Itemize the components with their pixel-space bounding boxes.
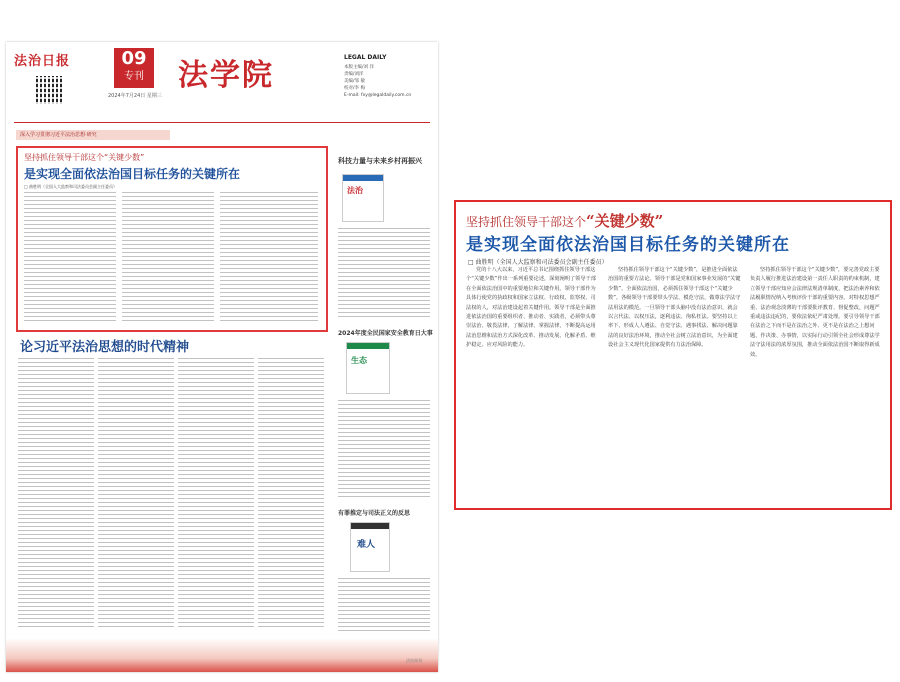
editor-line: 责编/刘洋	[344, 72, 364, 77]
second-headline: 论习近平法治思想的时代精神	[20, 340, 190, 355]
book-cover-image	[350, 522, 390, 572]
issue-number: 09	[121, 48, 147, 69]
zoomed-article-panel	[454, 200, 892, 510]
thumb-label: 法治	[347, 186, 363, 195]
zoom-subtitle-emphasis: “关键少数”	[586, 212, 664, 230]
text-column	[122, 192, 214, 324]
lead-article-box[interactable]	[16, 146, 328, 332]
editors-list	[344, 64, 411, 99]
text-column	[338, 578, 430, 632]
lead-author: □ 曲胜明（全国人大监察和司法委员会副主任委员）	[24, 184, 118, 189]
zoom-subtitle-prefix: 坚持抓住领导干部这个	[466, 215, 587, 229]
thumb-label: 难人	[357, 540, 376, 550]
editor-line: 校对/李 梅	[344, 86, 365, 91]
editor-line: 美编/邹 敏	[344, 79, 365, 84]
newspaper-page	[6, 42, 438, 672]
issue-date: 2024年7月24日 星期三	[108, 93, 162, 99]
section-kicker: 深入学习贯彻习近平法治思想·研究	[16, 130, 170, 140]
text-column	[178, 358, 254, 628]
decorative-red-band	[6, 638, 438, 672]
issue-label: 专刊	[124, 71, 144, 82]
english-title: LEGAL DAILY	[344, 54, 387, 61]
right-item-title: 2024年度全民国家安全教育日大事	[338, 330, 433, 337]
right-item-title: 科技力量与未来乡村再振兴	[338, 157, 422, 165]
divider	[14, 122, 430, 123]
text-column	[98, 358, 174, 628]
lead-subtitle: 坚持抓住领导干部这个“关键少数”	[24, 153, 145, 162]
thumb-label: 生态	[351, 356, 367, 365]
text-column	[338, 228, 430, 318]
text-column	[24, 192, 116, 324]
editor-line: 本版主编/刘 洋	[344, 65, 374, 70]
zoom-author: □ 曲胜明（全国人大监察和司法委员会副主任委员）	[468, 259, 608, 266]
zoom-headline: 是实现全面依法治国目标任务的关键所在	[466, 235, 790, 255]
text-column	[220, 192, 318, 324]
text-column	[258, 358, 324, 628]
zoom-text-column: 坚持抓住领导干部这个“关键少数”，是推进全面依法治国的重要方法论。领导干部是党和国家事业发展的“关键少数”，全面依法治国，必须抓住领导干部这个“关键少数”。各级领导干部要带头学法、模范守法，做尊法学法守法用法的模范。一旦领导干部头脑中没有法治意识，就会以言代法、以权压法，逐利违法、徇私枉法。要坚持以上率下，形成人人遵法、自觉守法、遇事找法、解决问题靠法的良好法治环境，推动全社会树立法治意识，为全面建设社会主义现代化国家提供有力法治保障。	[608, 267, 741, 349]
zoom-text-column: 坚持抓住领导干部这个“关键少数”，要完善党政主要负责人履行推进法治建设第一责任人职责的约束机制，建立领导干部应知应会法律法规清单制度，把法治素养和依法履职情况纳入考核评价干部的重要内容。对特权思想严重、法治观念淡薄的干部要批评教育、督促整改，问题严重或违法违纪的，要依法依纪严肃处理。要引导领导干部在法治之下而不是在法治之外、更不是在法治之上想问题、作决策、办事情，以实际行动引领全社会形成尊法学法守法用法的浓厚氛围，推动全面依法治国不断取得新成效。	[750, 267, 880, 358]
masthead	[6, 42, 438, 122]
book-cover-image	[346, 342, 390, 394]
issue-badge	[114, 48, 154, 88]
editor-line: E-mail: fxy@legaldaily.com.cn	[344, 93, 412, 98]
zoom-subtitle	[466, 210, 663, 231]
book-cover-image	[342, 174, 384, 222]
text-column	[18, 358, 94, 628]
text-column	[338, 400, 430, 500]
zoom-text-column: 党的十八大以来，习近平总书记围绕抓住领导干部这个“关键少数”作出一系列重要论述，深刻阐明了领导干部在全面依法治国中的重要地位和关键作用。领导干部作为具体行使党的执政权和国家立法权、行政权、监察权、司法权的人，对法治建设起着关键作用。领导干部是全面推进依法治国的重要组织者、推动者、实践者，必须带头尊崇法治、敬畏法律，了解法律、掌握法律，不断提高运用法治思维和法治方式深化改革、推动发展、化解矛盾、维护稳定、应对风险的能力。	[466, 267, 596, 349]
right-item-title: 有罪推定与司法正义的反思	[338, 510, 411, 517]
page-footer: 法治周刊	[406, 658, 422, 663]
newspaper-logo: 法治日报	[14, 54, 71, 69]
lead-headline: 是实现全面依法治国目标任务的关键所在	[24, 167, 241, 181]
section-title: 法学院	[178, 58, 274, 93]
